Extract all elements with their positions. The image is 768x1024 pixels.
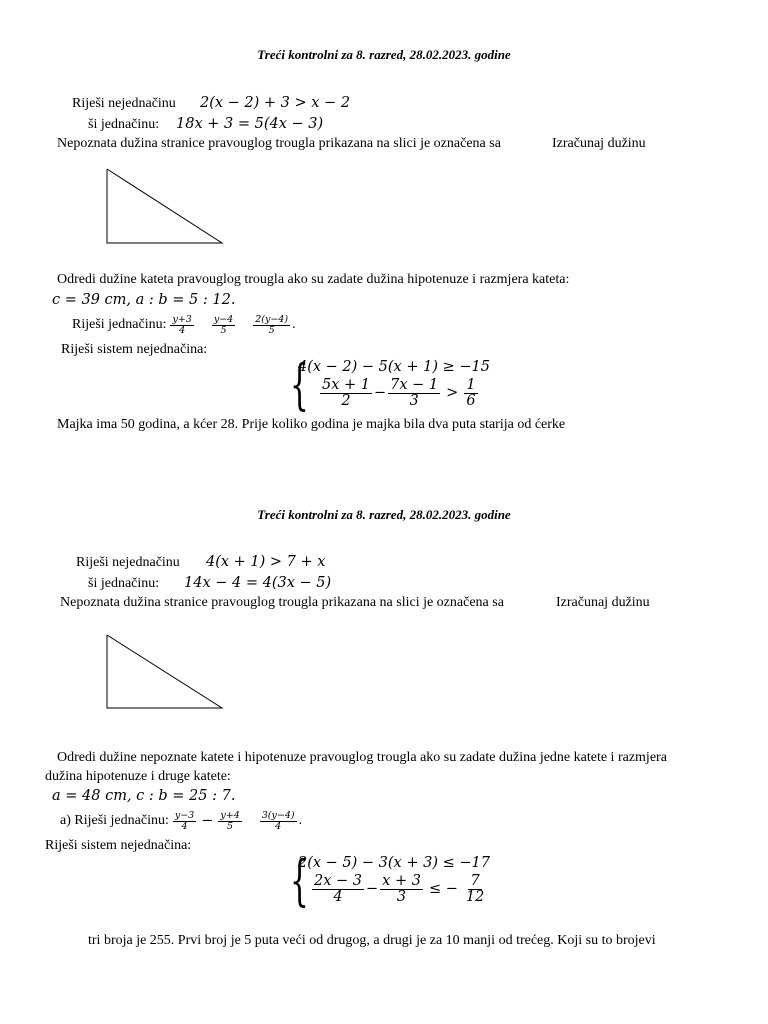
fraction-numerator: x + 3 [382, 873, 421, 889]
fraction-numerator: 7x − 1 [390, 377, 439, 393]
fraction-numerator: 2x − 3 [314, 873, 362, 889]
test2-q5-fraction-1 [173, 811, 196, 832]
fraction-denominator: 4 [333, 889, 343, 906]
fraction-denominator: 3 [409, 393, 419, 410]
test1-q4-expression: c = 39 cm, a : b = 5 : 12. [52, 292, 236, 308]
test1-q2-label: ši jednačinu: [88, 117, 160, 132]
test1-q3-text: Nepoznata dužina stranice pravouglog trougla prikazana na slici je označena sa [57, 136, 501, 151]
fraction-denominator: 3 [396, 889, 407, 906]
fraction-denominator: 12 [465, 889, 485, 906]
fraction-numerator: y+4 [220, 809, 240, 821]
minus-sign: − [374, 385, 387, 402]
test1-right-triangle [100, 162, 230, 252]
fraction-denominator: 5 [227, 820, 234, 832]
fraction-numerator: 5x + 1 [322, 377, 370, 393]
test2-q1-expression: 4(x + 1) > 7 + x [206, 554, 326, 570]
test1-title: Treći kontrolni za 8. razred, 28.02.2023. godine [257, 47, 511, 62]
test2-q5-label: a) Riješi jednačinu: [60, 813, 169, 828]
fraction-numerator: 3(y−4) [261, 809, 295, 821]
test1-q6-line-2 [318, 378, 480, 409]
fraction-denominator: 2 [341, 393, 351, 410]
test2-q4-text-line-2: dužina hipotenuze i druge katete: [45, 769, 231, 784]
test1-q6-fraction-3 [464, 378, 477, 409]
test2-q3-tail: Izračunaj dužinu [556, 595, 650, 610]
test1-q5 [72, 310, 296, 340]
test2-q6-fraction-3 [464, 874, 486, 905]
test1-q6-fraction-1 [320, 378, 372, 409]
test2-q5-fraction-3 [260, 811, 297, 832]
fraction-numerator: y−3 [174, 809, 195, 821]
test2-q7-text: tri broja je 255. Prvi broj je 5 puta veći od drugog, a drugi je za 10 manji od trećeg. Koji su to brojevi [88, 933, 656, 948]
test2-q4-expression: a = 48 cm, c : b = 25 : 7. [52, 788, 236, 804]
fraction-denominator: 5 [268, 324, 275, 336]
test2-q5-end: . [298, 813, 303, 828]
test1-q6-label: Riješi sistem nejednačina: [61, 342, 208, 357]
test1-q1-label: Riješi nejednačinu [72, 96, 176, 111]
minus-sign: − [366, 881, 379, 898]
test1-q5-label: Riješi jednačinu: [72, 317, 167, 332]
fraction-denominator: 6 [466, 393, 476, 410]
fraction-denominator: 4 [179, 324, 186, 336]
test1-q2-expression: 18x + 3 = 5(4x − 3) [176, 116, 324, 132]
test2-title: Treći kontrolni za 8. razred, 28.02.2023. godine [257, 507, 511, 522]
test2-right-triangle [100, 628, 230, 718]
test1-q5-fraction-2 [212, 315, 235, 336]
test1-q6-line-1: 4(x − 2) − 5(x + 1) ≥ −15 [298, 359, 490, 375]
test2-q6-line-1: 2(x − 5) − 3(x + 3) ≤ −17 [298, 855, 490, 871]
test2-q6-line-2 [310, 874, 488, 905]
fraction-numerator: 1 [466, 377, 476, 393]
test1-q6-fraction-2 [388, 378, 440, 409]
test2-q4-text-line-1: Odredi dužine nepoznate katete i hipotenuze pravouglog trougla ako su zadate dužina jedne katete i razmjera [57, 750, 667, 765]
test1-q7-text: Majka ima 50 godina, a kćer 28. Prije koliko godina je majka bila dva puta starija od ćerke [57, 417, 566, 432]
test2-system-brace: { [290, 849, 309, 912]
test1-q3-tail: Izračunaj dužinu [552, 136, 646, 151]
test2-q1-label: Riješi nejednačinu [76, 555, 180, 570]
test1-q5-fraction-3 [253, 315, 290, 336]
test2-q2-label: ši jednačinu: [88, 576, 160, 591]
fraction-denominator: 4 [275, 820, 282, 832]
test1-q5-end: . [292, 317, 296, 332]
test2-q2-expression: 14x − 4 = 4(3x − 5) [184, 575, 332, 591]
test1-q1-expression: 2(x − 2) + 3 > x − 2 [200, 95, 351, 111]
test1-q5-fraction-1 [170, 315, 193, 336]
test2-q5-fraction-2 [218, 811, 241, 832]
test2-q5 [60, 806, 302, 836]
fraction-denominator: 4 [181, 820, 188, 832]
greater-than-sign: > [446, 385, 459, 402]
test1-system-brace: { [290, 353, 309, 416]
test2-q6-label: Riješi sistem nejednačina: [45, 838, 192, 853]
minus-sign: − [201, 812, 214, 829]
fraction-numerator: y+3 [172, 313, 192, 325]
test1-q4-text: Odredi dužine kateta pravouglog trougla ako su zadate dužina hipotenuze i razmjera kateta: [57, 272, 570, 287]
fraction-numerator: 7 [470, 873, 480, 889]
fraction-numerator: 2(y−4) [255, 313, 289, 325]
less-equal-sign: ≤ − [428, 881, 458, 898]
fraction-denominator: 5 [220, 324, 227, 336]
test2-q6-fraction-2 [380, 874, 423, 905]
fraction-numerator: y−4 [213, 313, 234, 325]
test2-q6-fraction-1 [312, 874, 364, 905]
test2-q3-text: Nepoznata dužina stranice pravouglog trougla prikazana na slici je označena sa [60, 595, 504, 610]
